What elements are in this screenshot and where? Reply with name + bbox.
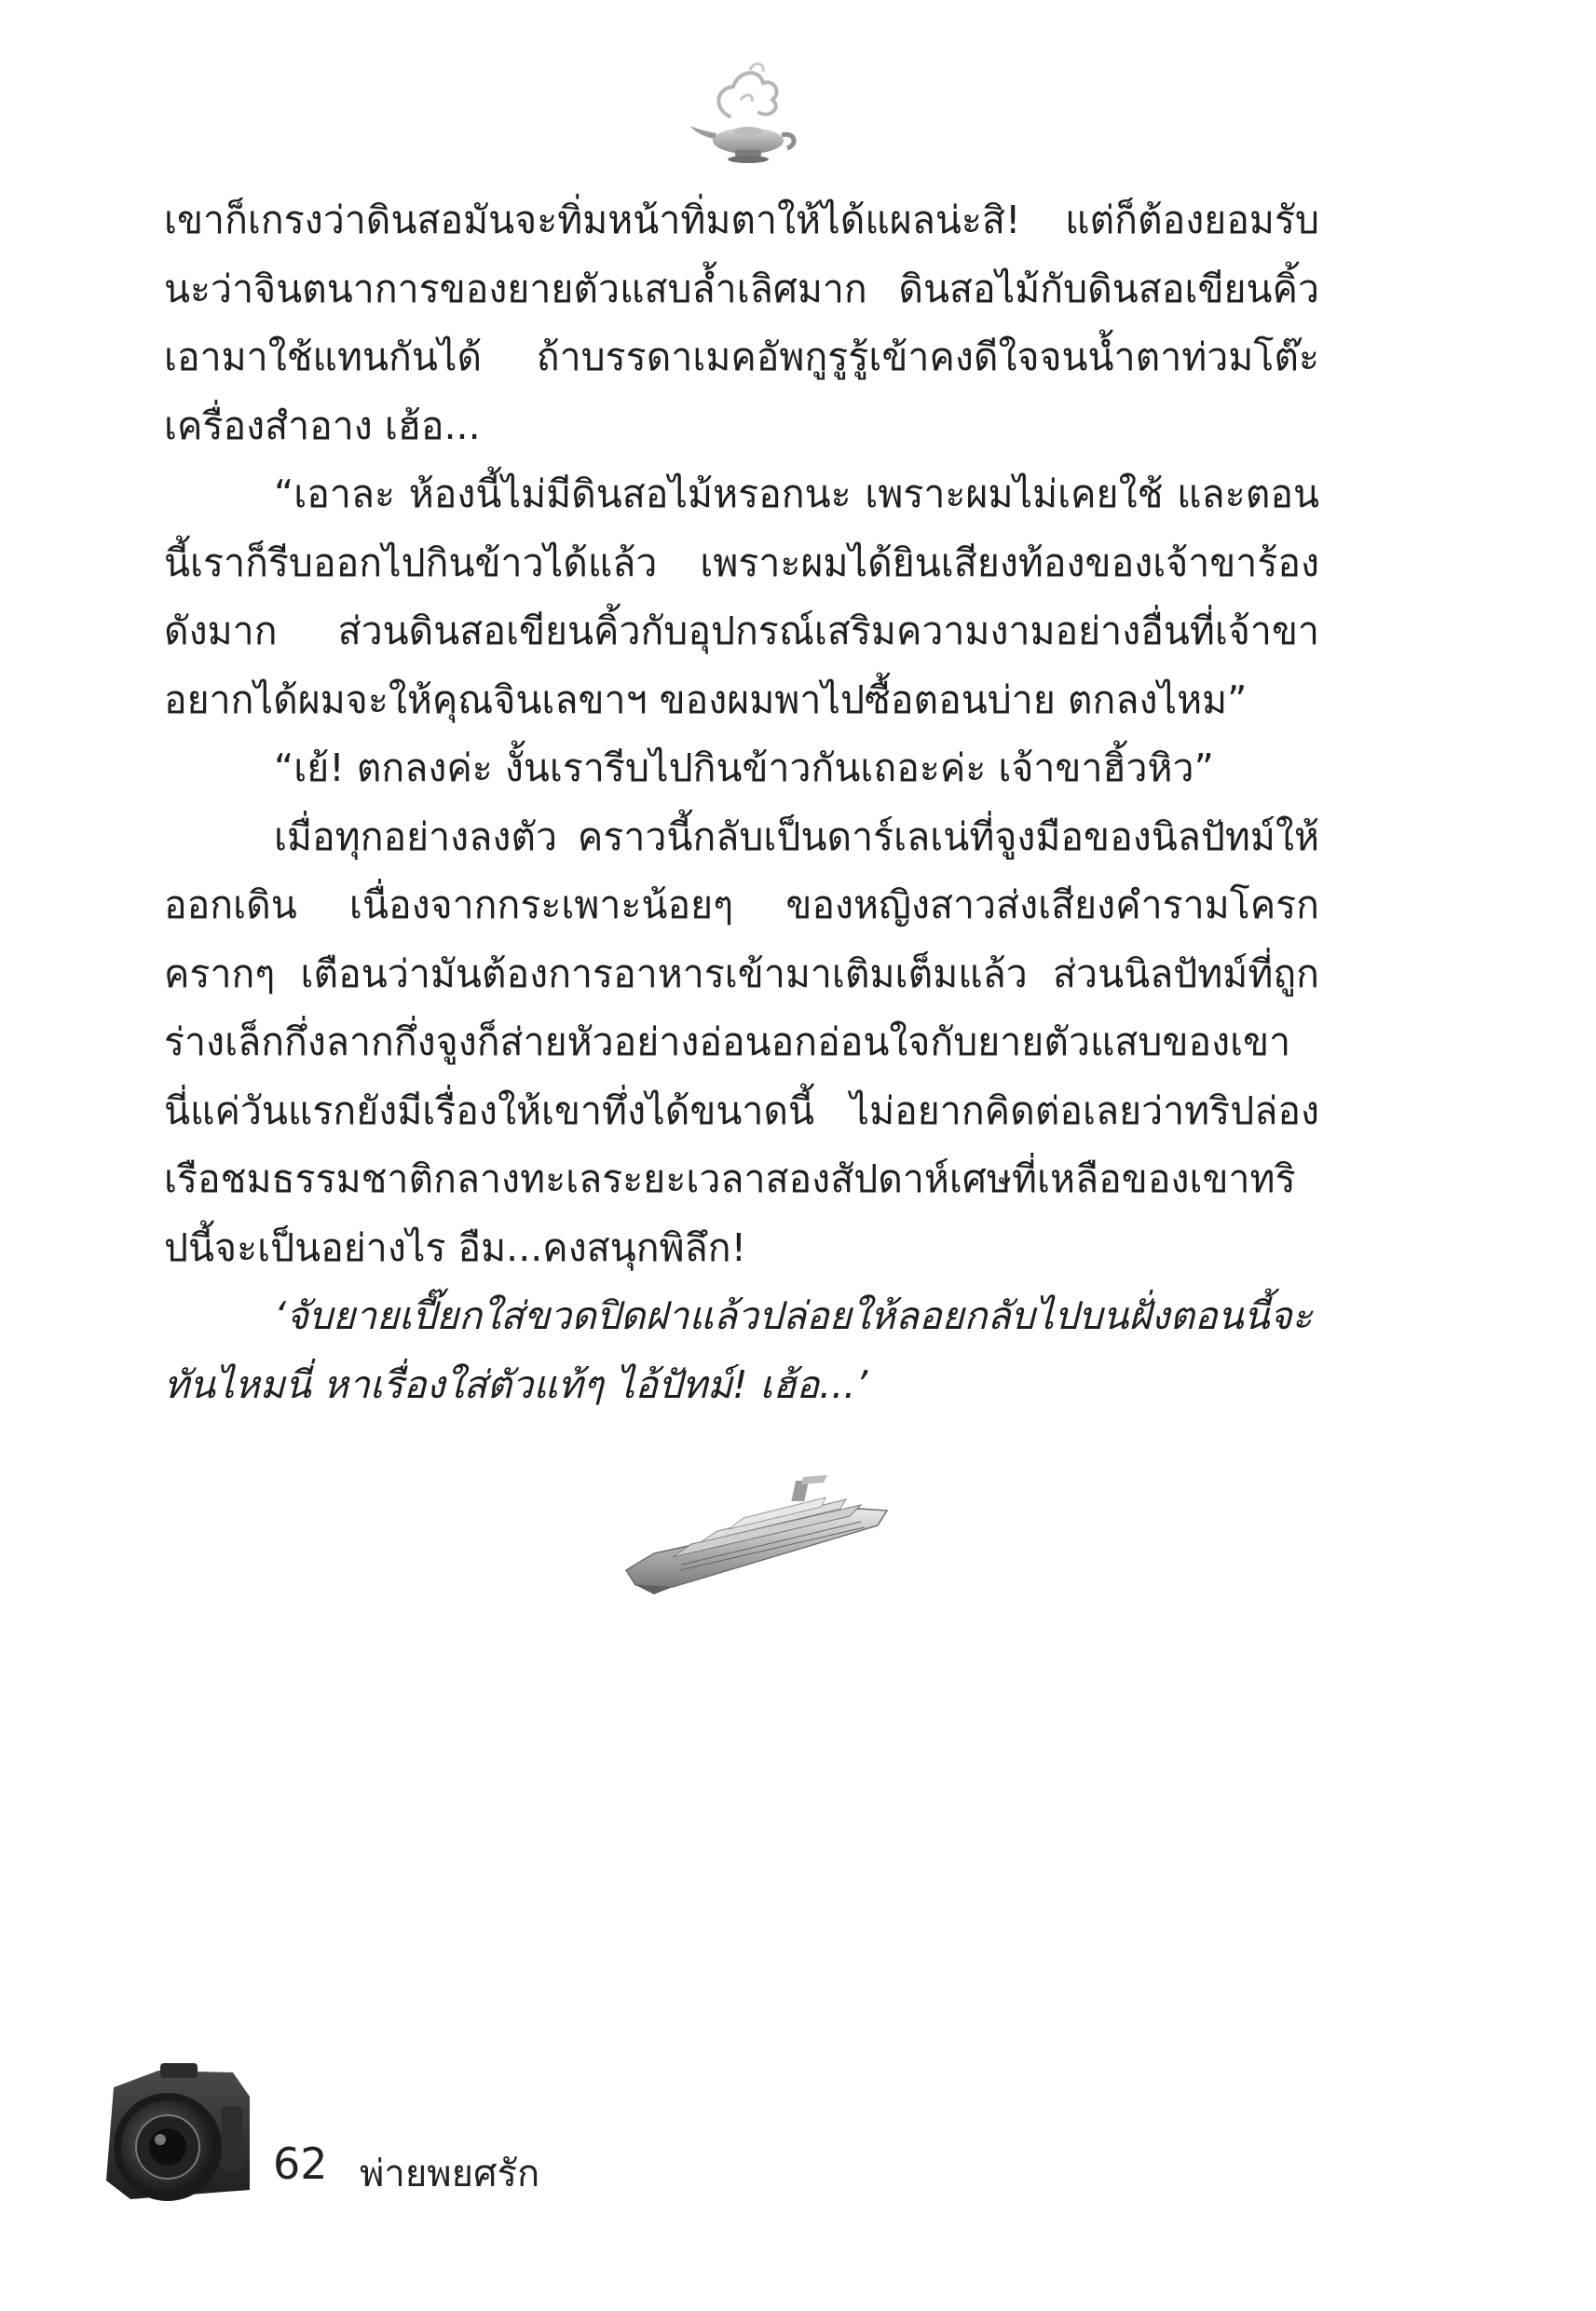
story-body [164, 186, 1319, 1419]
paragraph-5-inner-thought: ‘จับยายเปี๊ยกใส่ขวดปิดฝาแล้วปล่อยให้ลอยกลับไปบนฝั่งตอนนี้จะทันไหมนี่ หาเรื่องใส่ตัวแท้ๆ ไอ้ปัทม์! เฮ้อ...’ [164, 1293, 1313, 1407]
paragraph-3: “เย้! ตกลงค่ะ งั้นเรารีบไปกินข้าวกันเถอะค่ะ เจ้าขาฮิ้วหิว” [274, 745, 1214, 790]
book-title: พ่ายพยศรัก [360, 2153, 540, 2195]
genie-lamp-icon [685, 51, 806, 172]
paragraph-2: “เอาละ ห้องนี้ไม่มีดินสอไม้หรอกนะ เพราะผมไม่เคยใช้ และตอนนี้เราก็รีบออกไปกินข้าวได้แล้ว เพราะผมได้ยินเสียงท้องของเจ้าขาร้องดังมาก ส่วนดินสอเขียนคิ้วกับอุปกรณ์เสริมความงามอย่างอื่นที่เจ้าขาอยากได้ผมจะให้คุณจินเลขาฯ ของผมพาไปซื้อตอนบ่าย ตกลงไหม” [164, 472, 1319, 722]
camera-icon [93, 2050, 256, 2218]
page-footer [93, 2050, 839, 2236]
paragraph-1: เขาก็เกรงว่าดินสอมันจะทิ่มหน้าทิ่มตาให้ได้แผลน่ะสิ! แต่ก็ต้องยอมรับนะว่าจินตนาการของยายตัวแสบล้ำเลิศมาก ดินสอไม้กับดินสอเขียนคิ้วเอามาใช้แทนกันได้ ถ้าบรรดาเมคอัพกูรูรู้เข้าคงดีใจจนน้ำตาท่วมโต๊ะเครื่องสำอาง เฮ้อ... [164, 198, 1319, 448]
paragraph-4: เมื่อทุกอย่างลงตัว คราวนี้กลับเป็นดาร์เลเน่ที่จูงมือของนิลปัทม์ให้ออกเดิน เนื่องจากกระเพาะน้อยๆ ของหญิงสาวส่งเสียงคำรามโครกครากๆ เตือนว่ามันต้องการอาหารเข้ามาเติมเต็มแล้ว ส่วนนิลปัทม์ที่ถูกร่างเล็กกึ่งลากกึ่งจูงก็ส่ายหัวอย่างอ่อนอกอ่อนใจกับยายตัวแสบของเขา นี่แค่วันแรกยังมีเรื่องให้เขาทึ่งได้ขนาดนี้ ไม่อยากคิดต่อเลยว่าทริปล่องเรือชมธรรมชาติกลางทะเลระยะเวลาสองสัปดาห์เศษที่เหลือของเขาทริปนี้จะเป็นอย่างไร อืม...คงสนุกพิลึก! [164, 814, 1319, 1270]
cruise-ship-icon [617, 1468, 896, 1607]
page-number: 62 [273, 2139, 328, 2189]
